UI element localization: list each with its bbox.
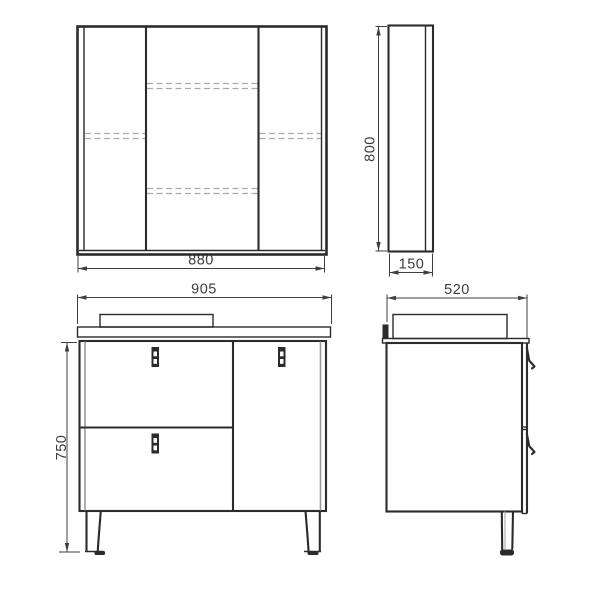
countertop-front-outline bbox=[78, 327, 331, 337]
mirror-cabinet-side-view bbox=[389, 26, 434, 252]
dim-label-mirror-width: 880 bbox=[188, 252, 214, 269]
dim-mirror-depth bbox=[390, 254, 433, 277]
dim-label-vanity-depth: 520 bbox=[444, 282, 470, 298]
vanity-front-right-leg bbox=[304, 511, 321, 555]
drawer-handle-bottom bbox=[152, 434, 160, 454]
basin-side-outline bbox=[393, 315, 507, 339]
mirror-shelf-dashed-center-bottom bbox=[147, 189, 258, 194]
backsplash-profile bbox=[383, 325, 389, 339]
vanity-front-view bbox=[78, 315, 331, 556]
dim-mirror-height bbox=[363, 27, 388, 252]
door-handle bbox=[278, 347, 286, 367]
basin-front-outline bbox=[100, 315, 213, 328]
vanity-front-left-leg bbox=[85, 511, 105, 555]
vanity-body-outline bbox=[80, 341, 327, 511]
mirror-side-outline bbox=[389, 26, 434, 252]
dim-vanity-depth bbox=[387, 282, 527, 338]
vanity-side-leg bbox=[500, 512, 514, 556]
vanity-side-body-outline bbox=[387, 343, 523, 512]
mirror-shelf-dashed-left bbox=[85, 134, 145, 139]
mirror-shelf-dashed-center-top bbox=[147, 84, 258, 89]
mirror-cabinet-front-view bbox=[78, 27, 327, 255]
mirror-shelf-dashed-right bbox=[260, 134, 321, 139]
vanity-side-view bbox=[383, 315, 535, 556]
dim-label-mirror-height: 800 bbox=[362, 136, 379, 162]
dim-label-vanity-height: 750 bbox=[54, 434, 70, 461]
dim-label-mirror-depth: 150 bbox=[398, 256, 425, 273]
dim-vanity-width bbox=[78, 282, 332, 325]
mirror-carcass-outline bbox=[78, 27, 327, 255]
dim-vanity-height bbox=[54, 343, 80, 553]
dim-label-vanity-width: 905 bbox=[191, 281, 217, 298]
drawer-handle-top bbox=[152, 347, 160, 367]
